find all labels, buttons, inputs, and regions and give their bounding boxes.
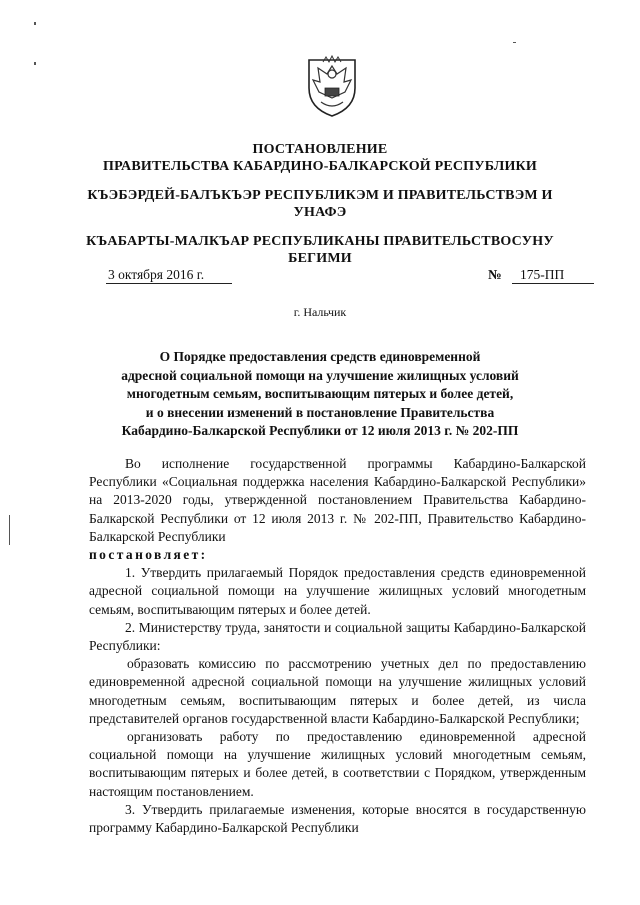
scan-mark xyxy=(34,62,36,65)
paragraph-2a: образовать комиссию по рассмотрению учетных дел по предоставлению единовременной адресной социальной помощи на улучшение жилищных условий многодетным семьям, воспитывающим пятерых и более детей, из числа представителей органов государственной власти Кабардино-Балкарской Республики; xyxy=(89,656,586,726)
title-line: адресной социальной помощи на улучшение жилищных условий xyxy=(121,367,519,383)
paragraph-1: 1. Утвердить прилагаемый Порядок предоставления средств единовременной адресной социальной помощи на улучшение жилищных условий многодетным семьям, воспитывающим пятерых и более детей. xyxy=(89,565,586,617)
document-number-label: № xyxy=(488,267,502,282)
title-line: и о внесении изменений в постановление Правительства xyxy=(145,404,495,420)
title-line: О Порядке предоставления средств единовременной xyxy=(159,349,481,364)
title-line: многодетным семьям, воспитывающим пятерых и более детей, xyxy=(126,386,514,401)
document-number: 175-ПП xyxy=(512,267,594,284)
city: г. Нальчик xyxy=(293,305,347,319)
paragraph-2b: организовать работу по предоставлению единовременной адресной социальной помощи на улучшение жилищных условий многодетным семьям, воспитывающим пятерых и более детей, в соответствии с Порядком, утвержденным настоящим постановлением. xyxy=(89,729,586,799)
header-balkar-line1: КЪАБАРТЫ-МАЛКЪАР РЕСПУБЛИКАНЫ ПРАВИТЕЛЬСТВОСУНУ xyxy=(86,234,554,249)
paragraph-3: 3. Утвердить прилагаемые изменения, которые вносятся в государственную программу Кабардино-Балкарской Республики xyxy=(89,801,586,836)
document-title xyxy=(0,348,640,441)
header-kabardian xyxy=(0,187,640,221)
scan-mark xyxy=(9,515,10,545)
intro-text: Во исполнение государственной программы Кабардино-Балкарской Республики «Социальная поддержка населения Кабардино-Балкарской Республики» на 2013-2020 годы, утвержденной постановлением Правительства Кабардино-Балкарской Республики от 12 июля 2013 г. № 202-ПП, Правительство Кабардино-Балкарской Республики xyxy=(89,456,586,544)
decree-word: постановляет: xyxy=(89,547,208,563)
document-type: ПОСТАНОВЛЕНИЕ xyxy=(252,142,388,157)
document-header xyxy=(0,141,640,175)
document-date: 3 октября 2016 г. xyxy=(106,267,232,284)
intro-paragraph xyxy=(89,455,586,564)
issuer-russian: ПРАВИТЕЛЬСТВА КАБАРДИНО-БАЛКАРСКОЙ РЕСПУБЛИКИ xyxy=(102,159,538,174)
header-kabardian-line2: УНАФЭ xyxy=(293,205,347,220)
coat-of-arms-emblem xyxy=(303,52,361,118)
paragraph-2: 2. Министерству труда, занятости и социальной защиты Кабардино-Балкарской Республики: xyxy=(89,619,586,654)
header-balkar-line2: БЕГИМИ xyxy=(288,251,352,266)
header-kabardian-line1: КЪЭБЭРДЕЙ-БАЛЪКЪЭР РЕСПУБЛИКЭМ И ПРАВИТЕЛЬСТВЭМ И xyxy=(87,188,553,203)
scan-mark xyxy=(34,22,36,25)
title-line: Кабардино-Балкарской Республики от 12 июля 2013 г. № 202-ПП xyxy=(121,423,519,438)
header-balkar xyxy=(0,233,640,267)
scan-mark xyxy=(513,42,516,43)
document-body xyxy=(89,455,586,837)
